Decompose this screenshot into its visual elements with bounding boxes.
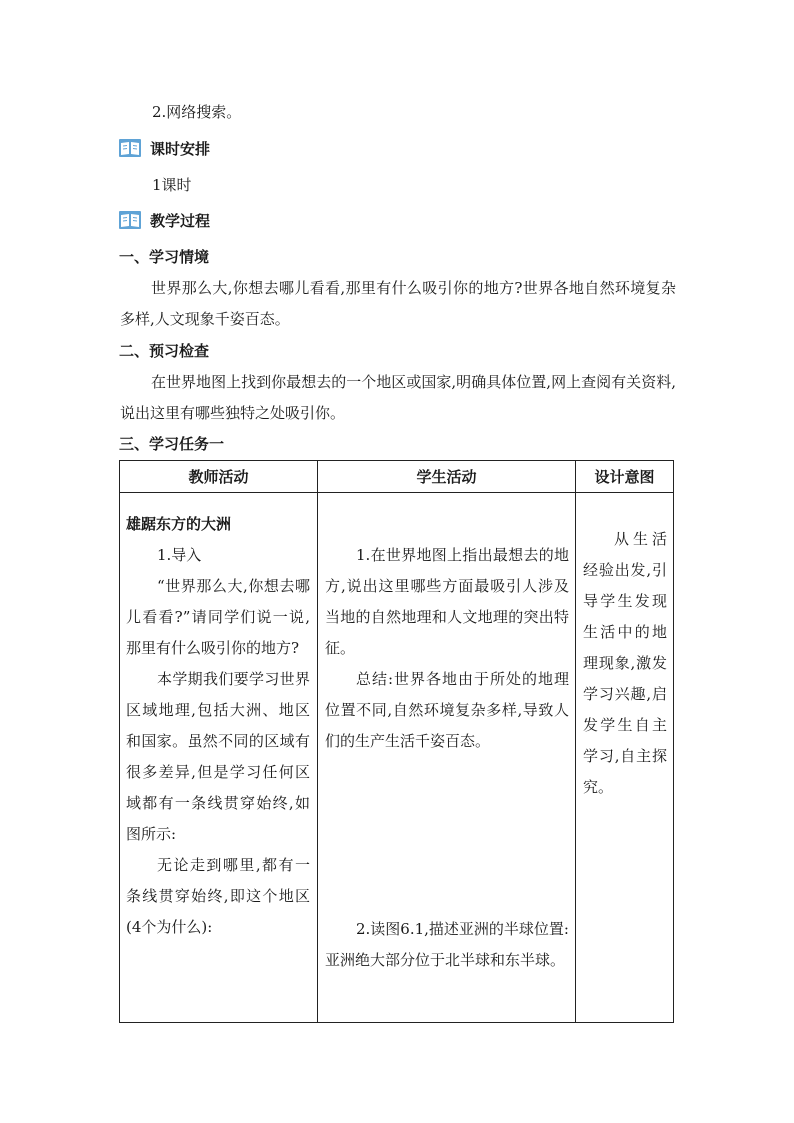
student-paragraph: 2.读图6.1,描述亚洲的半球位置:亚洲绝大部分位于北半球和东半球。 <box>325 920 569 969</box>
part2-paragraph: 在世界地图上找到你最想去的一个地区或国家,明确具体位置,网上查阅有关资料,说出这里有哪些独特之处吸引你。 <box>120 373 676 422</box>
student-activity-cell-2 <box>325 914 569 976</box>
part3-heading: 三、学习任务一 <box>119 435 225 453</box>
student-paragraph: 1.在世界地图上指出最想去的地方,说出这里哪些方面最吸引人涉及当地的自然地理和人文地理的突出特征。 <box>325 546 569 657</box>
network-search-line: 2.网络搜索。 <box>152 103 242 121</box>
open-book-icon <box>119 139 141 157</box>
header-design-intent: 设计意图 <box>594 468 655 486</box>
part1-heading: 一、学习情境 <box>119 248 210 266</box>
teacher-paragraph: 无论走到哪里,都有一条线贯穿始终,即这个地区(4个为什么): <box>126 856 310 936</box>
open-book-icon <box>119 211 141 229</box>
teacher-paragraph: “世界那么大,你想去哪儿看看?”请同学们说一说,那里有什么吸引你的地方? <box>126 577 310 657</box>
part1-paragraph: 世界那么大,你想去哪儿看看,那里有什么吸引你的地方?世界各地自然环境复杂多样,人文现象千姿百态。 <box>120 279 676 328</box>
teacher-activity-cell <box>126 509 310 943</box>
schedule-text: 1课时 <box>152 176 192 194</box>
student-activity-cell <box>325 540 569 757</box>
schedule-heading: 课时安排 <box>150 140 211 158</box>
learning-task-table <box>119 460 674 1023</box>
teacher-section-title: 雄踞东方的大洲 <box>126 515 232 533</box>
process-heading: 教学过程 <box>150 212 211 230</box>
teacher-paragraph: 本学期我们要学习世界区域地理,包括大洲、地区和国家。虽然不同的区域有很多差异,但是学习任何区域都有一条线贯穿始终,如图所示: <box>126 670 310 843</box>
header-teacher-activity: 教师活动 <box>188 468 249 486</box>
intent-paragraph: 从生活经验出发,引导学生发现生活中的地理现象,激发学习兴趣,启发学生自主学习,自主探究。 <box>583 530 667 796</box>
header-student-activity: 学生活动 <box>416 468 477 486</box>
design-intent-cell <box>583 524 667 803</box>
teacher-step-intro: 1.导入 <box>157 546 202 564</box>
student-paragraph: 总结:世界各地由于所处的地理位置不同,自然环境复杂多样,导致人们的生产生活千姿百态。 <box>325 670 569 750</box>
part2-heading: 二、预习检查 <box>119 342 210 360</box>
